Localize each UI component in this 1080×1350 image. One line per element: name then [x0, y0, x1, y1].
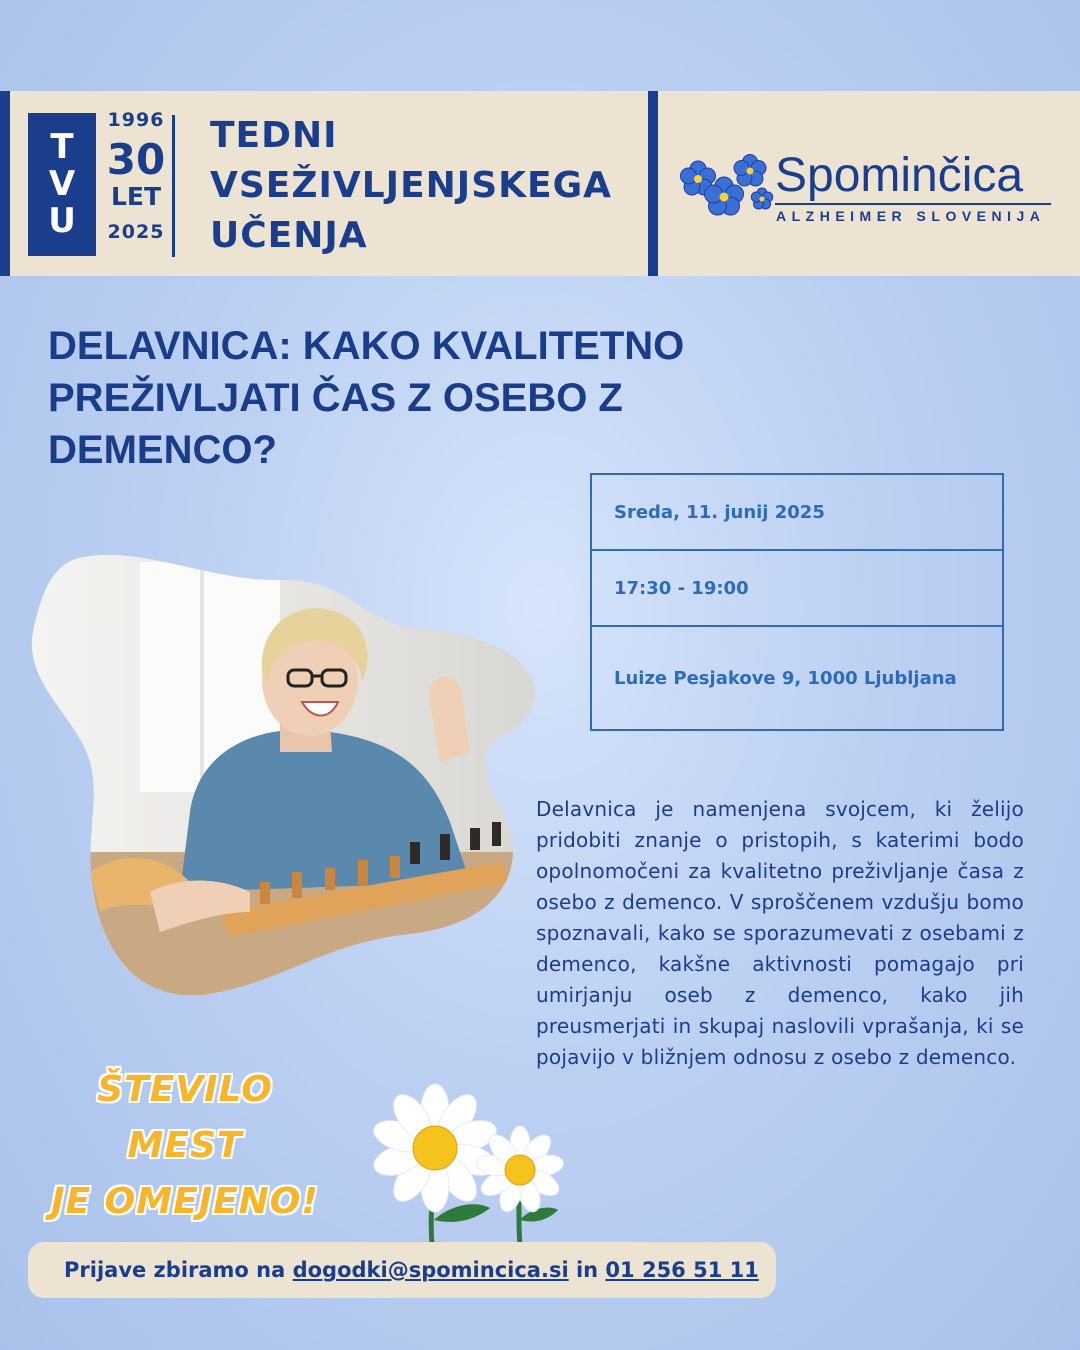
- header-accent-bar: [0, 91, 10, 276]
- notice-line: JE OMEJENO!: [51, 1181, 319, 1222]
- tvu-letter-u: U: [48, 201, 76, 241]
- tvu-title-line: VSEŽIVLJENJSKEGA: [210, 165, 613, 206]
- year-start: 1996: [107, 109, 165, 131]
- tvu-letter-v: V: [48, 164, 76, 204]
- tvu-separator: [172, 115, 175, 257]
- contact-prefix: Prijave zbiramo na: [64, 1258, 286, 1282]
- tvu-logo: [28, 113, 96, 256]
- logo-subtitle: ALZHEIMER SLOVENIJA: [776, 208, 1046, 224]
- header-banner: [0, 91, 1080, 276]
- tvu-title: [210, 111, 612, 261]
- tvu-title-line: UČENJA: [210, 215, 368, 256]
- phone-link[interactable]: 01 256 51 11: [605, 1258, 759, 1282]
- notice-line: ŠTEVILO MEST: [97, 1069, 273, 1166]
- event-info-box: [590, 473, 1004, 731]
- forget-me-not-icon: [672, 149, 782, 223]
- daisy-flowers-icon: [360, 1080, 580, 1245]
- logo-underline: [775, 203, 1051, 205]
- event-time: 17:30 - 19:00: [592, 551, 1002, 627]
- header-divider: [648, 91, 658, 276]
- registration-contact: [28, 1242, 776, 1298]
- email-link[interactable]: dogodki@spomincica.si: [292, 1258, 569, 1282]
- event-title: DELAVNICA: KAKO KVALITETNO PREŽIVLJATI ČAS Z OSEBO Z DEMENCO?: [48, 324, 685, 472]
- limited-seats-notice: [40, 1062, 330, 1230]
- event-date: Sreda, 11. junij 2025: [592, 475, 1002, 551]
- logo-name: Spominčica: [775, 149, 1024, 202]
- anniversary-unit: LET: [110, 182, 162, 211]
- event-photo: [30, 552, 555, 997]
- event-location: Luize Pesjakove 9, 1000 Ljubljana: [614, 667, 957, 689]
- event-description: Delavnica je namenjena svojcem, ki želijo pridobiti znanje o pristopih, s katerimi bodo opolnomočeni za kvalitetno preživljanje časa z osebo z demenco. V sproščenem vzdušju bomo spoznavali, kako se sporazumevati z osebami z demenco, kakšne aktivnosti pomagajo pri umirjanju oseb z demenco, kako jih preusmerjati in skupaj naslovili vprašanja, ki se pojavijo v bližnjem odnosu z osebo z demenco.: [536, 797, 1024, 1069]
- tvu-letter-t: T: [50, 127, 74, 167]
- year-end: 2025: [107, 221, 165, 243]
- tvu-title-line: TEDNI: [210, 115, 338, 156]
- anniversary-block: [106, 109, 166, 243]
- contact-middle: in: [575, 1258, 599, 1282]
- anniversary-number: 30: [106, 135, 166, 184]
